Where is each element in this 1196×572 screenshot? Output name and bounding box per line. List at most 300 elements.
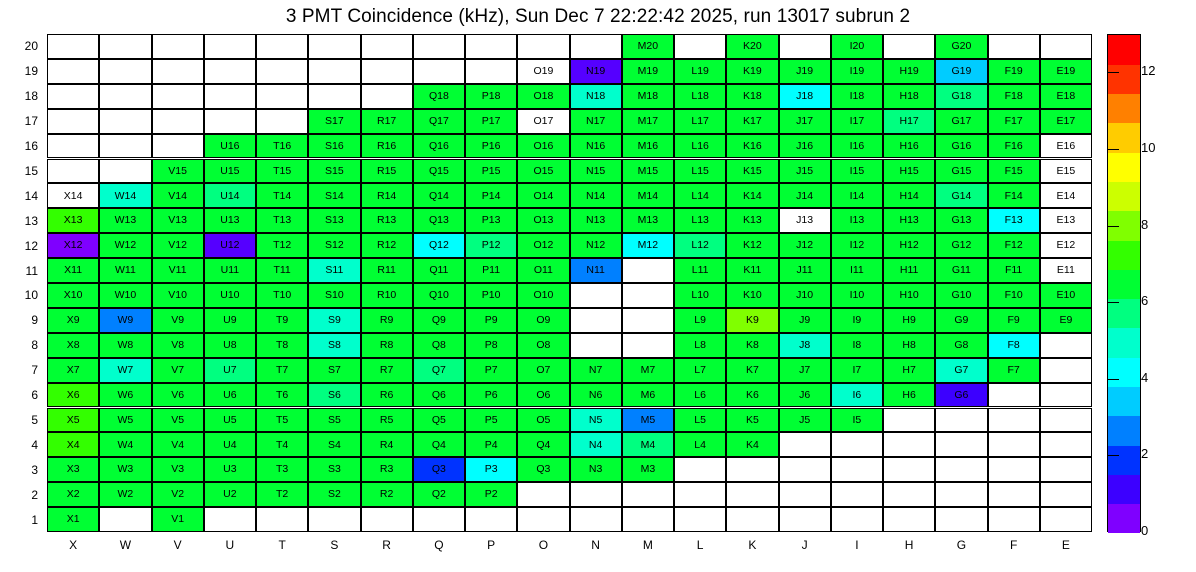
heatmap-cell[interactable] bbox=[622, 408, 674, 433]
heatmap-cell[interactable] bbox=[47, 482, 99, 507]
heatmap-cell[interactable] bbox=[308, 482, 360, 507]
heatmap-cell[interactable] bbox=[361, 233, 413, 258]
heatmap-cell[interactable] bbox=[674, 159, 726, 184]
heatmap-cell[interactable] bbox=[361, 134, 413, 159]
heatmap-cell[interactable] bbox=[831, 208, 883, 233]
heatmap-cell[interactable] bbox=[517, 109, 569, 134]
heatmap-cell[interactable] bbox=[622, 233, 674, 258]
heatmap-cell[interactable] bbox=[935, 383, 987, 408]
heatmap-cell[interactable] bbox=[517, 183, 569, 208]
heatmap-cell[interactable] bbox=[988, 159, 1040, 184]
heatmap-cell[interactable] bbox=[465, 333, 517, 358]
heatmap-cell[interactable] bbox=[308, 308, 360, 333]
heatmap-cell[interactable] bbox=[831, 358, 883, 383]
heatmap-cell[interactable] bbox=[779, 333, 831, 358]
heatmap-cell[interactable] bbox=[831, 134, 883, 159]
heatmap-cell[interactable] bbox=[622, 432, 674, 457]
heatmap-cell[interactable] bbox=[883, 258, 935, 283]
heatmap-cell[interactable] bbox=[465, 457, 517, 482]
heatmap-cell[interactable] bbox=[204, 134, 256, 159]
heatmap-cell[interactable] bbox=[47, 208, 99, 233]
heatmap-cell[interactable] bbox=[779, 183, 831, 208]
heatmap-cell[interactable] bbox=[622, 134, 674, 159]
heatmap-cell[interactable] bbox=[726, 183, 778, 208]
heatmap-cell[interactable] bbox=[204, 258, 256, 283]
heatmap-cell[interactable] bbox=[779, 383, 831, 408]
heatmap-cell[interactable] bbox=[152, 358, 204, 383]
heatmap-cell[interactable] bbox=[361, 283, 413, 308]
heatmap-cell[interactable] bbox=[308, 134, 360, 159]
heatmap-cell[interactable] bbox=[413, 457, 465, 482]
heatmap-cell[interactable] bbox=[361, 208, 413, 233]
heatmap-cell[interactable] bbox=[779, 283, 831, 308]
heatmap-cell[interactable] bbox=[47, 507, 99, 532]
heatmap-cell[interactable] bbox=[361, 333, 413, 358]
heatmap-cell[interactable] bbox=[570, 159, 622, 184]
heatmap-cell[interactable] bbox=[674, 134, 726, 159]
heatmap-cell[interactable] bbox=[883, 84, 935, 109]
heatmap-cell[interactable] bbox=[622, 208, 674, 233]
heatmap-cell[interactable] bbox=[726, 432, 778, 457]
heatmap-cell[interactable] bbox=[570, 208, 622, 233]
heatmap-cell[interactable] bbox=[935, 34, 987, 59]
heatmap-cell[interactable] bbox=[204, 208, 256, 233]
heatmap-cell[interactable] bbox=[883, 383, 935, 408]
heatmap-cell[interactable] bbox=[517, 84, 569, 109]
heatmap-cell[interactable] bbox=[883, 233, 935, 258]
heatmap-cell[interactable] bbox=[152, 432, 204, 457]
heatmap-cell[interactable] bbox=[831, 159, 883, 184]
heatmap-cell[interactable] bbox=[361, 358, 413, 383]
heatmap-cell[interactable] bbox=[361, 432, 413, 457]
heatmap-cell[interactable] bbox=[361, 457, 413, 482]
heatmap-cell[interactable] bbox=[308, 159, 360, 184]
heatmap-cell[interactable] bbox=[99, 358, 151, 383]
heatmap-cell[interactable] bbox=[1040, 159, 1092, 184]
heatmap-cell[interactable] bbox=[308, 457, 360, 482]
heatmap-cell[interactable] bbox=[517, 333, 569, 358]
heatmap-cell[interactable] bbox=[831, 308, 883, 333]
heatmap-cell[interactable] bbox=[1040, 183, 1092, 208]
heatmap-cell[interactable] bbox=[256, 482, 308, 507]
heatmap-cell[interactable] bbox=[517, 308, 569, 333]
heatmap-cell[interactable] bbox=[674, 233, 726, 258]
heatmap-cell[interactable] bbox=[622, 383, 674, 408]
heatmap-cell[interactable] bbox=[726, 333, 778, 358]
heatmap-cell[interactable] bbox=[204, 308, 256, 333]
heatmap-cell[interactable] bbox=[256, 208, 308, 233]
heatmap-cell[interactable] bbox=[308, 208, 360, 233]
heatmap-cell[interactable] bbox=[47, 333, 99, 358]
heatmap-cell[interactable] bbox=[935, 308, 987, 333]
heatmap-cell[interactable] bbox=[517, 208, 569, 233]
heatmap-cell[interactable] bbox=[883, 134, 935, 159]
heatmap-cell[interactable] bbox=[99, 233, 151, 258]
heatmap-cell[interactable] bbox=[47, 383, 99, 408]
heatmap-cell[interactable] bbox=[935, 258, 987, 283]
heatmap-cell[interactable] bbox=[465, 208, 517, 233]
heatmap-cell[interactable] bbox=[99, 432, 151, 457]
heatmap-cell[interactable] bbox=[152, 408, 204, 433]
heatmap-cell[interactable] bbox=[204, 283, 256, 308]
heatmap-cell[interactable] bbox=[413, 408, 465, 433]
heatmap-cell[interactable] bbox=[570, 134, 622, 159]
heatmap-cell[interactable] bbox=[413, 358, 465, 383]
heatmap-cell[interactable] bbox=[1040, 283, 1092, 308]
heatmap-cell[interactable] bbox=[361, 183, 413, 208]
heatmap-cell[interactable] bbox=[256, 159, 308, 184]
heatmap-cell[interactable] bbox=[622, 457, 674, 482]
heatmap-cell[interactable] bbox=[47, 258, 99, 283]
heatmap-cell[interactable] bbox=[256, 358, 308, 383]
heatmap-cell[interactable] bbox=[204, 183, 256, 208]
heatmap-cell[interactable] bbox=[1040, 109, 1092, 134]
heatmap-cell[interactable] bbox=[413, 134, 465, 159]
heatmap-cell[interactable] bbox=[779, 408, 831, 433]
heatmap-cell[interactable] bbox=[1040, 233, 1092, 258]
heatmap-cell[interactable] bbox=[1040, 84, 1092, 109]
heatmap-cell[interactable] bbox=[726, 308, 778, 333]
heatmap-cell[interactable] bbox=[831, 59, 883, 84]
heatmap-cell[interactable] bbox=[413, 233, 465, 258]
heatmap-cell[interactable] bbox=[988, 283, 1040, 308]
heatmap-cell[interactable] bbox=[831, 258, 883, 283]
heatmap-cell[interactable] bbox=[674, 383, 726, 408]
heatmap-cell[interactable] bbox=[465, 134, 517, 159]
heatmap-cell[interactable] bbox=[361, 109, 413, 134]
heatmap-cell[interactable] bbox=[361, 308, 413, 333]
heatmap-cell[interactable] bbox=[674, 308, 726, 333]
heatmap-cell[interactable] bbox=[204, 383, 256, 408]
heatmap-cell[interactable] bbox=[622, 183, 674, 208]
heatmap-cell[interactable] bbox=[674, 84, 726, 109]
heatmap-cell[interactable] bbox=[256, 134, 308, 159]
heatmap-cell[interactable] bbox=[831, 183, 883, 208]
heatmap-cell[interactable] bbox=[413, 432, 465, 457]
heatmap-cell[interactable] bbox=[883, 358, 935, 383]
heatmap-cell[interactable] bbox=[570, 233, 622, 258]
heatmap-cell[interactable] bbox=[726, 59, 778, 84]
heatmap-cell[interactable] bbox=[152, 233, 204, 258]
heatmap-cell[interactable] bbox=[988, 109, 1040, 134]
heatmap-cell[interactable] bbox=[988, 233, 1040, 258]
heatmap-cell[interactable] bbox=[152, 507, 204, 532]
heatmap-cell[interactable] bbox=[308, 333, 360, 358]
heatmap-cell[interactable] bbox=[883, 59, 935, 84]
heatmap-cell[interactable] bbox=[99, 308, 151, 333]
heatmap-cell[interactable] bbox=[779, 233, 831, 258]
heatmap-cell[interactable] bbox=[465, 183, 517, 208]
heatmap-cell[interactable] bbox=[726, 408, 778, 433]
heatmap-cell[interactable] bbox=[517, 383, 569, 408]
heatmap-cell[interactable] bbox=[570, 109, 622, 134]
heatmap-cell[interactable] bbox=[779, 208, 831, 233]
heatmap-cell[interactable] bbox=[152, 258, 204, 283]
heatmap-cell[interactable] bbox=[674, 59, 726, 84]
heatmap-cell[interactable] bbox=[570, 59, 622, 84]
heatmap-cell[interactable] bbox=[726, 109, 778, 134]
heatmap-cell[interactable] bbox=[465, 159, 517, 184]
heatmap-cell[interactable] bbox=[988, 134, 1040, 159]
heatmap-cell[interactable] bbox=[570, 408, 622, 433]
heatmap-cell[interactable] bbox=[99, 383, 151, 408]
heatmap-cell[interactable] bbox=[622, 159, 674, 184]
heatmap-cell[interactable] bbox=[831, 233, 883, 258]
heatmap-cell[interactable] bbox=[99, 482, 151, 507]
heatmap-cell[interactable] bbox=[674, 333, 726, 358]
heatmap-cell[interactable] bbox=[465, 383, 517, 408]
heatmap-cell[interactable] bbox=[988, 208, 1040, 233]
heatmap-cell[interactable] bbox=[831, 333, 883, 358]
heatmap-cell[interactable] bbox=[726, 84, 778, 109]
heatmap-cell[interactable] bbox=[152, 308, 204, 333]
heatmap-cell[interactable] bbox=[413, 383, 465, 408]
heatmap-cell[interactable] bbox=[674, 358, 726, 383]
heatmap-cell[interactable] bbox=[779, 134, 831, 159]
heatmap-cell[interactable] bbox=[256, 183, 308, 208]
heatmap-cell[interactable] bbox=[622, 84, 674, 109]
heatmap-cell[interactable] bbox=[413, 208, 465, 233]
heatmap-cell[interactable] bbox=[99, 333, 151, 358]
heatmap-cell[interactable] bbox=[1040, 134, 1092, 159]
heatmap-cell[interactable] bbox=[622, 34, 674, 59]
heatmap-cell[interactable] bbox=[935, 134, 987, 159]
heatmap-cell[interactable] bbox=[308, 358, 360, 383]
heatmap-cell[interactable] bbox=[99, 283, 151, 308]
heatmap-cell[interactable] bbox=[361, 258, 413, 283]
heatmap-cell[interactable] bbox=[465, 109, 517, 134]
heatmap-cell[interactable] bbox=[465, 258, 517, 283]
heatmap-cell[interactable] bbox=[726, 34, 778, 59]
heatmap-cell[interactable] bbox=[570, 383, 622, 408]
heatmap-cell[interactable] bbox=[413, 109, 465, 134]
heatmap-cell[interactable] bbox=[413, 183, 465, 208]
heatmap-cell[interactable] bbox=[465, 432, 517, 457]
heatmap-cell[interactable] bbox=[47, 408, 99, 433]
heatmap-cell[interactable] bbox=[988, 183, 1040, 208]
heatmap-cell[interactable] bbox=[47, 233, 99, 258]
heatmap-cell[interactable] bbox=[779, 84, 831, 109]
heatmap-cell[interactable] bbox=[988, 308, 1040, 333]
heatmap-cell[interactable] bbox=[831, 34, 883, 59]
heatmap-cell[interactable] bbox=[517, 159, 569, 184]
heatmap-cell[interactable] bbox=[674, 408, 726, 433]
heatmap-cell[interactable] bbox=[152, 283, 204, 308]
heatmap-cell[interactable] bbox=[47, 432, 99, 457]
heatmap-cell[interactable] bbox=[570, 84, 622, 109]
heatmap-cell[interactable] bbox=[47, 283, 99, 308]
heatmap-cell[interactable] bbox=[413, 283, 465, 308]
heatmap-cell[interactable] bbox=[935, 358, 987, 383]
heatmap-cell[interactable] bbox=[674, 183, 726, 208]
heatmap-cell[interactable] bbox=[1040, 59, 1092, 84]
heatmap-cell[interactable] bbox=[308, 233, 360, 258]
heatmap-cell[interactable] bbox=[465, 408, 517, 433]
heatmap-cell[interactable] bbox=[256, 333, 308, 358]
heatmap-cell[interactable] bbox=[831, 408, 883, 433]
heatmap-cell[interactable] bbox=[99, 258, 151, 283]
heatmap-cell[interactable] bbox=[413, 84, 465, 109]
heatmap-cell[interactable] bbox=[570, 432, 622, 457]
heatmap-cell[interactable] bbox=[726, 383, 778, 408]
heatmap-cell[interactable] bbox=[256, 308, 308, 333]
heatmap-cell[interactable] bbox=[152, 457, 204, 482]
heatmap-cell[interactable] bbox=[779, 358, 831, 383]
heatmap-cell[interactable] bbox=[204, 233, 256, 258]
heatmap-cell[interactable] bbox=[517, 457, 569, 482]
heatmap-cell[interactable] bbox=[622, 59, 674, 84]
heatmap-cell[interactable] bbox=[988, 59, 1040, 84]
heatmap-cell[interactable] bbox=[935, 59, 987, 84]
heatmap-cell[interactable] bbox=[465, 308, 517, 333]
heatmap-cell[interactable] bbox=[935, 109, 987, 134]
heatmap-cell[interactable] bbox=[988, 84, 1040, 109]
heatmap-cell[interactable] bbox=[256, 383, 308, 408]
heatmap-cell[interactable] bbox=[152, 333, 204, 358]
heatmap-cell[interactable] bbox=[935, 84, 987, 109]
heatmap-cell[interactable] bbox=[831, 383, 883, 408]
heatmap-cell[interactable] bbox=[779, 59, 831, 84]
heatmap-cell[interactable] bbox=[308, 408, 360, 433]
heatmap-cell[interactable] bbox=[674, 258, 726, 283]
heatmap-cell[interactable] bbox=[988, 358, 1040, 383]
heatmap-cell[interactable] bbox=[99, 183, 151, 208]
heatmap-cell[interactable] bbox=[361, 408, 413, 433]
heatmap-cell[interactable] bbox=[256, 233, 308, 258]
heatmap-cell[interactable] bbox=[204, 432, 256, 457]
heatmap-cell[interactable] bbox=[831, 283, 883, 308]
heatmap-cell[interactable] bbox=[779, 258, 831, 283]
heatmap-cell[interactable] bbox=[99, 408, 151, 433]
heatmap-cell[interactable] bbox=[622, 358, 674, 383]
heatmap-cell[interactable] bbox=[726, 208, 778, 233]
heatmap-cell[interactable] bbox=[935, 233, 987, 258]
heatmap-cell[interactable] bbox=[413, 308, 465, 333]
heatmap-cell[interactable] bbox=[465, 358, 517, 383]
heatmap-cell[interactable] bbox=[308, 183, 360, 208]
heatmap-cell[interactable] bbox=[935, 183, 987, 208]
heatmap-cell[interactable] bbox=[256, 258, 308, 283]
heatmap-cell[interactable] bbox=[204, 358, 256, 383]
heatmap-cell[interactable] bbox=[674, 208, 726, 233]
heatmap-cell[interactable] bbox=[570, 457, 622, 482]
heatmap-cell[interactable] bbox=[99, 208, 151, 233]
heatmap-cell[interactable] bbox=[883, 183, 935, 208]
heatmap-cell[interactable] bbox=[152, 183, 204, 208]
heatmap-cell[interactable] bbox=[361, 482, 413, 507]
heatmap-cell[interactable] bbox=[361, 159, 413, 184]
heatmap-cell[interactable] bbox=[726, 283, 778, 308]
heatmap-cell[interactable] bbox=[883, 283, 935, 308]
heatmap-cell[interactable] bbox=[831, 109, 883, 134]
heatmap-cell[interactable] bbox=[517, 258, 569, 283]
heatmap-cell[interactable] bbox=[465, 283, 517, 308]
heatmap-cell[interactable] bbox=[152, 383, 204, 408]
heatmap-cell[interactable] bbox=[308, 109, 360, 134]
heatmap-cell[interactable] bbox=[517, 233, 569, 258]
heatmap-cell[interactable] bbox=[413, 482, 465, 507]
heatmap-cell[interactable] bbox=[726, 358, 778, 383]
heatmap-cell[interactable] bbox=[726, 134, 778, 159]
heatmap-cell[interactable] bbox=[256, 457, 308, 482]
heatmap-cell[interactable] bbox=[361, 383, 413, 408]
heatmap-cell[interactable] bbox=[883, 208, 935, 233]
heatmap-cell[interactable] bbox=[935, 208, 987, 233]
heatmap-cell[interactable] bbox=[47, 308, 99, 333]
heatmap-cell[interactable] bbox=[570, 183, 622, 208]
heatmap-cell[interactable] bbox=[308, 383, 360, 408]
heatmap-cell[interactable] bbox=[883, 308, 935, 333]
heatmap-cell[interactable] bbox=[570, 258, 622, 283]
heatmap-cell[interactable] bbox=[517, 283, 569, 308]
heatmap-cell[interactable] bbox=[1040, 258, 1092, 283]
heatmap-cell[interactable] bbox=[517, 59, 569, 84]
heatmap-cell[interactable] bbox=[517, 432, 569, 457]
heatmap-cell[interactable] bbox=[1040, 308, 1092, 333]
heatmap-cell[interactable] bbox=[726, 159, 778, 184]
heatmap-cell[interactable] bbox=[674, 283, 726, 308]
heatmap-cell[interactable] bbox=[883, 109, 935, 134]
heatmap-cell[interactable] bbox=[308, 283, 360, 308]
heatmap-cell[interactable] bbox=[204, 457, 256, 482]
heatmap-cell[interactable] bbox=[1040, 208, 1092, 233]
heatmap-cell[interactable] bbox=[308, 432, 360, 457]
heatmap-cell[interactable] bbox=[883, 159, 935, 184]
heatmap-cell[interactable] bbox=[935, 333, 987, 358]
heatmap-cell[interactable] bbox=[256, 432, 308, 457]
heatmap-cell[interactable] bbox=[465, 84, 517, 109]
heatmap-cell[interactable] bbox=[47, 358, 99, 383]
heatmap-cell[interactable] bbox=[413, 159, 465, 184]
heatmap-cell[interactable] bbox=[517, 408, 569, 433]
heatmap-cell[interactable] bbox=[204, 159, 256, 184]
heatmap-cell[interactable] bbox=[99, 457, 151, 482]
heatmap-cell[interactable] bbox=[674, 432, 726, 457]
heatmap-cell[interactable] bbox=[47, 457, 99, 482]
heatmap-cell[interactable] bbox=[465, 233, 517, 258]
heatmap-cell[interactable] bbox=[831, 84, 883, 109]
heatmap-cell[interactable] bbox=[517, 134, 569, 159]
heatmap-cell[interactable] bbox=[47, 183, 99, 208]
heatmap-cell[interactable] bbox=[779, 109, 831, 134]
heatmap-cell[interactable] bbox=[726, 258, 778, 283]
heatmap-cell[interactable] bbox=[152, 208, 204, 233]
heatmap-cell[interactable] bbox=[204, 482, 256, 507]
heatmap-cell[interactable] bbox=[779, 308, 831, 333]
heatmap-cell[interactable] bbox=[779, 159, 831, 184]
heatmap-cell[interactable] bbox=[152, 482, 204, 507]
heatmap-cell[interactable] bbox=[726, 233, 778, 258]
heatmap-cell[interactable] bbox=[622, 109, 674, 134]
heatmap-cell[interactable] bbox=[308, 258, 360, 283]
heatmap-cell[interactable] bbox=[465, 482, 517, 507]
heatmap-cell[interactable] bbox=[988, 333, 1040, 358]
heatmap-cell[interactable] bbox=[152, 159, 204, 184]
heatmap-cell[interactable] bbox=[413, 258, 465, 283]
heatmap-cell[interactable] bbox=[517, 358, 569, 383]
heatmap-cell[interactable] bbox=[988, 258, 1040, 283]
heatmap-cell[interactable] bbox=[256, 408, 308, 433]
heatmap-cell[interactable] bbox=[256, 283, 308, 308]
heatmap-cell[interactable] bbox=[935, 159, 987, 184]
heatmap-cell[interactable] bbox=[413, 333, 465, 358]
heatmap-cell[interactable] bbox=[204, 333, 256, 358]
heatmap-cell[interactable] bbox=[935, 283, 987, 308]
heatmap-cell[interactable] bbox=[883, 333, 935, 358]
heatmap-cell[interactable] bbox=[570, 358, 622, 383]
heatmap-cell[interactable] bbox=[204, 408, 256, 433]
heatmap-cell[interactable] bbox=[674, 109, 726, 134]
